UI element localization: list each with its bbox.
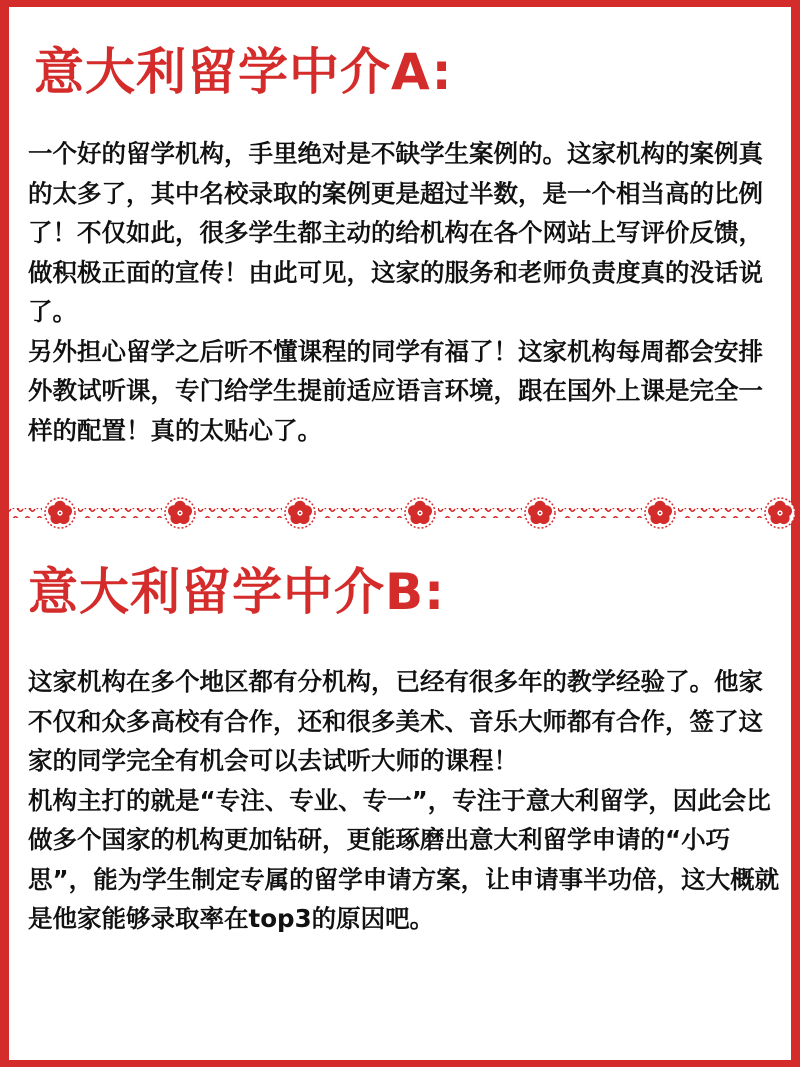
scroll-band <box>318 508 402 518</box>
section-b-body <box>28 662 780 939</box>
section-a-paragraph-1: 一个好的留学机构，手里绝对是不缺学生案例的。这家机构的案例真的太多了，其中名校录取的案例更是超过半数，是一个相当高的比例了！不仅如此，很多学生都主动的给机构在各个网站上写评价反馈，做积极正面的宣传！由此可见，这家的服务和老师负责度真的没话说了。 <box>28 139 763 326</box>
plum-blossom-icon <box>645 498 675 528</box>
section-b-paragraph-2: 机构主打的就是“专注、专业、专一”，专注于意大利留学，因此会比做多个国家的机构更加钻研，更能琢磨出意大利留学申请的“小巧思”，能为学生制定专属的留学申请方案，让申请事半功倍，这大概就是他家能够录取率在top3的原因吧。 <box>28 785 780 933</box>
plum-blossom-icon <box>165 498 195 528</box>
section-b-title: 意大利留学中介B: <box>28 563 446 621</box>
section-a-paragraph-2: 另外担心留学之后听不懂课程的同学有福了！这家机构每周都会安排外教试听课，专门给学生提前适应语言环境，跟在国外上课是完全一样的配置！真的太贴心了。 <box>28 336 763 445</box>
scroll-band <box>0 508 42 518</box>
scroll-band <box>558 508 642 518</box>
decorative-divider <box>0 494 800 532</box>
scroll-band <box>78 508 162 518</box>
plum-blossom-icon <box>45 498 75 528</box>
section-a-body <box>28 134 780 450</box>
plum-blossom-icon <box>765 498 795 528</box>
section-b <box>28 560 780 939</box>
section-a <box>28 40 780 450</box>
plum-blossom-icon <box>525 498 555 528</box>
plum-blossom-icon <box>285 498 315 528</box>
section-b-paragraph-1: 这家机构在多个地区都有分机构，已经有很多年的教学经验了。他家不仅和众多高校有合作，还和很多美术、音乐大师都有合作，签了这家的同学完全有机会可以去试听大师的课程！ <box>28 667 763 775</box>
plum-blossom-icon <box>405 498 435 528</box>
scroll-band <box>198 508 282 518</box>
scroll-band <box>678 508 762 518</box>
section-a-title: 意大利留学中介A: <box>34 43 453 101</box>
scroll-band <box>438 508 522 518</box>
